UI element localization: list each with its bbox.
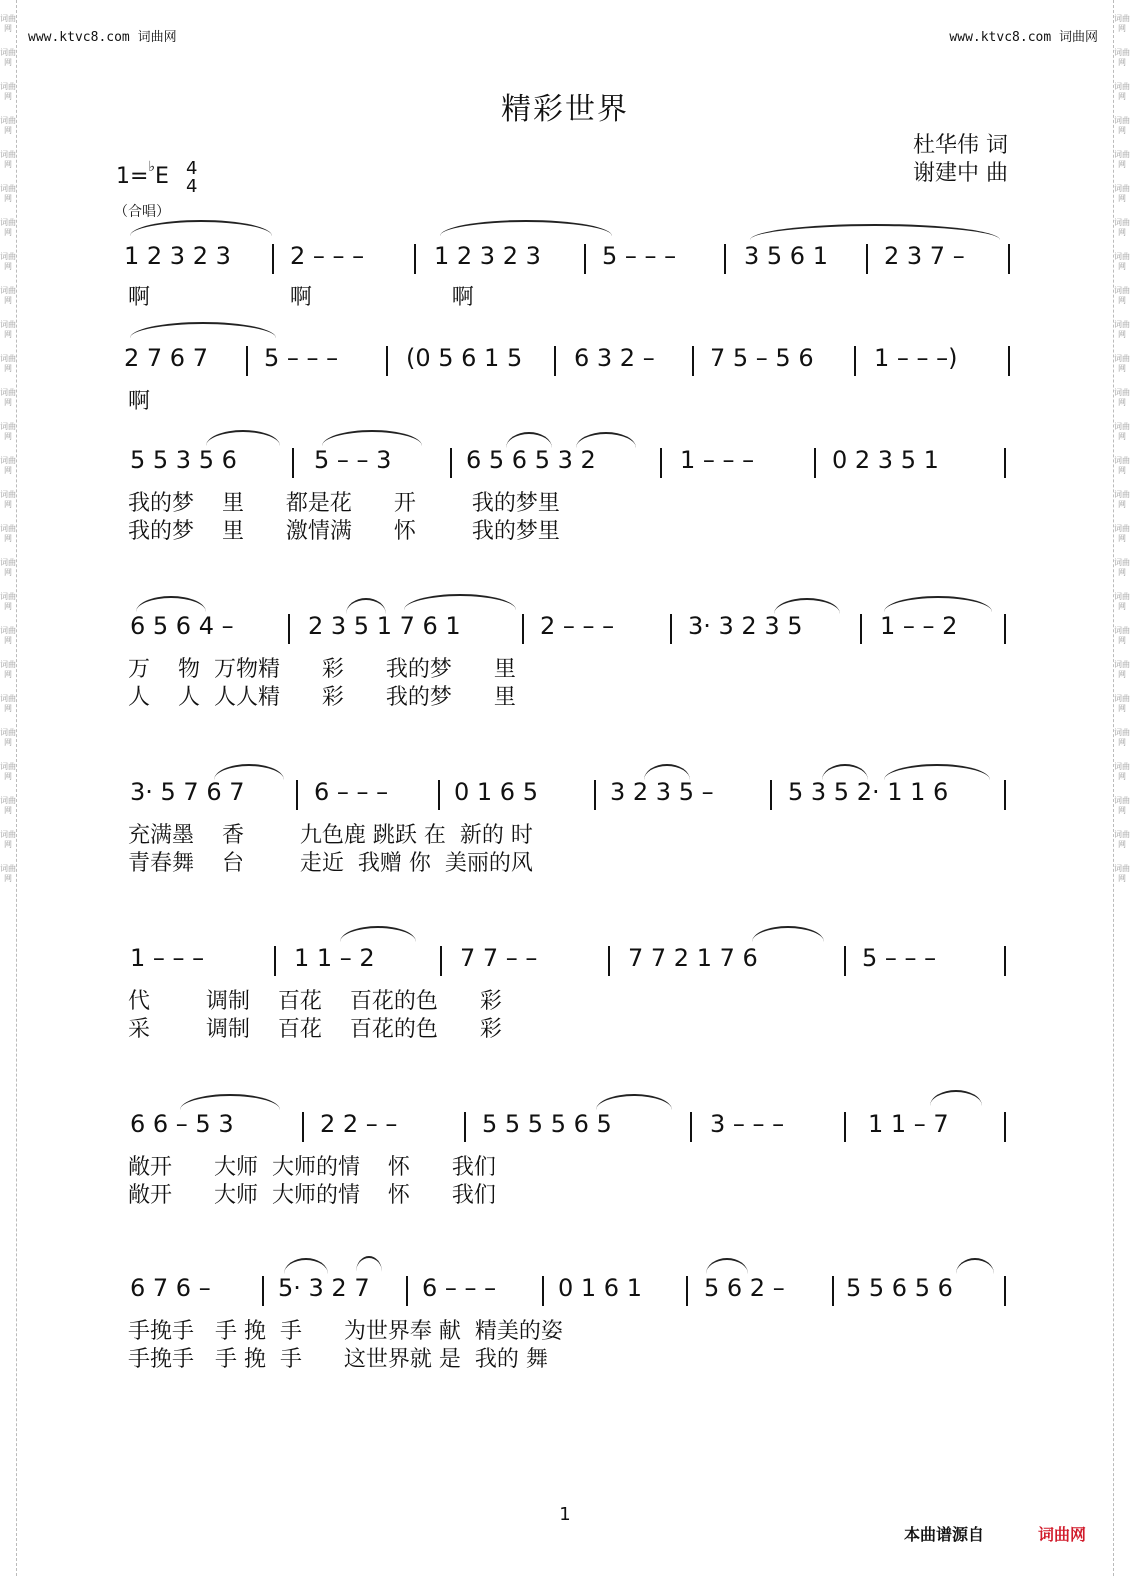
margin-watermark: 词曲网	[1114, 626, 1130, 645]
measure: 6 3 2 –	[574, 344, 655, 372]
chorus-label: （合唱）	[114, 204, 170, 220]
bar-line	[660, 448, 662, 478]
measure: 2 3 7 –	[884, 242, 965, 270]
bar-line	[814, 448, 816, 478]
bar-line	[608, 946, 610, 976]
slur	[130, 220, 272, 236]
bar-line	[844, 946, 846, 976]
margin-watermark: 词曲网	[0, 524, 16, 543]
slur	[956, 1258, 994, 1274]
key-note: E	[155, 164, 169, 189]
measure: 0 1 6 5	[454, 778, 538, 806]
margin-watermark: 词曲网	[0, 184, 16, 203]
bar-line	[1008, 244, 1010, 274]
measure: 1 1 – 2	[294, 944, 375, 972]
staff-row-5	[124, 774, 1014, 814]
measure: 3· 3 2 3 5	[688, 612, 803, 640]
lyric-line: 手挽手 手 挽 手 为世界奉 献 精美的姿	[128, 1319, 563, 1344]
bar-line	[686, 1276, 688, 1306]
margin-watermark: 词曲网	[1114, 728, 1130, 747]
margin-watermark: 词曲网	[1114, 82, 1130, 101]
lyric-line: 人 人 人人精 彩 我的梦 里	[128, 685, 516, 710]
measure: 1 – – –	[680, 446, 755, 474]
margin-watermark: 词曲网	[0, 218, 16, 237]
measure: 6 5 6 4 –	[130, 612, 234, 640]
margin-watermark: 词曲网	[0, 660, 16, 679]
measure: 2 2 – –	[320, 1110, 398, 1138]
measure: 1 – – 2	[880, 612, 958, 640]
margin-watermark: 词曲网	[1114, 796, 1130, 815]
measure: 6 – – –	[422, 1274, 497, 1302]
margin-watermark: 词曲网	[1114, 660, 1130, 679]
bar-line	[844, 1112, 846, 1142]
measure: 7 5 – 5 6	[710, 344, 814, 372]
measure: 5 – – 3	[314, 446, 392, 474]
measure: 2 7 6 7	[124, 344, 208, 372]
slur	[506, 432, 552, 448]
lyricist-credit: 杜华伟 词	[913, 133, 1008, 158]
measure: 3 – – –	[710, 1110, 785, 1138]
header-left-url[interactable]: www.ktvc8.com 词曲网	[28, 30, 177, 45]
margin-watermark: 词曲网	[1114, 286, 1130, 305]
margin-watermark: 词曲网	[0, 558, 16, 577]
bar-line	[296, 780, 298, 810]
slur	[884, 764, 990, 780]
bar-line	[832, 1276, 834, 1306]
lyric-line: 代 调制 百花 百花的色 彩	[128, 989, 502, 1014]
measure: 3 2 3 5 –	[610, 778, 714, 806]
measure: 6 – – –	[314, 778, 389, 806]
bar-line	[522, 614, 524, 644]
bar-line	[464, 1112, 466, 1142]
time-signature-bottom: 4	[186, 176, 198, 197]
bar-line	[274, 946, 276, 976]
slur	[346, 598, 386, 614]
margin-watermark: 词曲网	[0, 116, 16, 135]
measure: 3 5 6 1	[744, 242, 828, 270]
bar-line	[542, 1276, 544, 1306]
lyric-line: 敞开 大师 大师的情 怀 我们	[128, 1155, 496, 1180]
footer-source	[904, 1522, 1086, 1545]
slur	[340, 926, 416, 942]
bar-line	[860, 614, 862, 644]
left-margin-strip	[0, 0, 17, 1576]
bar-line	[584, 244, 586, 274]
measure: 1 2 3 2 3	[124, 242, 231, 270]
bar-line	[770, 780, 772, 810]
measure: 2 – – –	[290, 242, 365, 270]
measure: 1 1 – 7	[868, 1110, 949, 1138]
measure: 6 5 6 5 3 2	[466, 446, 596, 474]
margin-watermark: 词曲网	[0, 490, 16, 509]
slur	[822, 764, 868, 780]
measure: 5 – – –	[264, 344, 339, 372]
slur	[206, 430, 280, 446]
slur	[440, 220, 612, 236]
bar-line	[594, 780, 596, 810]
slur	[136, 596, 206, 612]
margin-watermark: 词曲网	[0, 762, 16, 781]
bar-line	[1004, 448, 1006, 478]
margin-watermark: 词曲网	[0, 626, 16, 645]
bar-line	[414, 244, 416, 274]
bar-line	[1004, 1276, 1006, 1306]
measure: 5 3 5 2· 1 1 6	[788, 778, 949, 806]
margin-watermark: 词曲网	[1114, 116, 1130, 135]
margin-watermark: 词曲网	[0, 388, 16, 407]
measure: 5 – – –	[862, 944, 937, 972]
margin-watermark: 词曲网	[0, 796, 16, 815]
measure: 1 – – –	[130, 944, 205, 972]
measure: 2 3 5 1 7 6 1	[308, 612, 461, 640]
margin-watermark: 词曲网	[1114, 218, 1130, 237]
song-title: 精彩世界	[501, 92, 629, 127]
margin-watermark: 词曲网	[1114, 354, 1130, 373]
margin-watermark: 词曲网	[0, 864, 16, 883]
footer-brand-link[interactable]: 词曲网	[1037, 1525, 1086, 1544]
margin-watermark: 词曲网	[0, 286, 16, 305]
measure: 6 6 – 5 3	[130, 1110, 234, 1138]
bar-line	[554, 346, 556, 376]
bar-line	[246, 346, 248, 376]
key-prefix: 1=	[116, 164, 149, 189]
slur	[284, 1258, 328, 1274]
margin-watermark: 词曲网	[0, 456, 16, 475]
bar-line	[288, 614, 290, 644]
measure: 3· 5 7 6 7	[130, 778, 245, 806]
bar-line	[670, 614, 672, 644]
measure: 5· 3 2 7	[278, 1274, 370, 1302]
measure: 0 1 6 1	[558, 1274, 642, 1302]
slur	[356, 1256, 382, 1272]
measure: 5 – – –	[602, 242, 677, 270]
margin-watermark: 词曲网	[1114, 830, 1130, 849]
measure: 1 2 3 2 3	[434, 242, 541, 270]
margin-watermark: 词曲网	[0, 150, 16, 169]
staff-row-8	[124, 1270, 1014, 1310]
bar-line	[1004, 946, 1006, 976]
flat-icon: ♭	[148, 159, 156, 175]
bar-line	[690, 1112, 692, 1142]
staff-row-7	[124, 1106, 1014, 1146]
margin-watermark: 词曲网	[0, 14, 16, 33]
margin-watermark: 词曲网	[0, 354, 16, 373]
measure: 5 5 3 5 6	[130, 446, 237, 474]
measure: 5 6 2 –	[704, 1274, 785, 1302]
bar-line	[292, 448, 294, 478]
key-signature	[116, 159, 169, 189]
margin-watermark: 词曲网	[1114, 864, 1130, 883]
slur	[930, 1090, 982, 1106]
bar-line	[692, 346, 694, 376]
margin-watermark: 词曲网	[1114, 456, 1130, 475]
slur	[404, 594, 516, 610]
margin-watermark: 词曲网	[1114, 490, 1130, 509]
slur	[130, 322, 276, 338]
lyric-line: 啊 啊 啊	[128, 285, 474, 310]
lyric-line: 手挽手 手 挽 手 这世界就 是 我的 舞	[128, 1347, 548, 1372]
margin-watermark: 词曲网	[0, 592, 16, 611]
margin-watermark: 词曲网	[0, 728, 16, 747]
bar-line	[866, 244, 868, 274]
slur	[750, 224, 1000, 240]
margin-watermark: 词曲网	[1114, 558, 1130, 577]
slur	[214, 764, 284, 780]
margin-watermark: 词曲网	[1114, 252, 1130, 271]
bar-line	[440, 946, 442, 976]
slur	[752, 926, 824, 942]
measure: (0 5 6 1 5	[406, 344, 523, 372]
lyric-line: 采 调制 百花 百花的色 彩	[128, 1017, 502, 1042]
staff-row-6	[124, 940, 1014, 980]
measure: 5 5 6 5 6	[846, 1274, 953, 1302]
slur	[884, 596, 992, 612]
margin-watermark: 词曲网	[1114, 150, 1130, 169]
margin-watermark: 词曲网	[1114, 524, 1130, 543]
bar-line	[854, 346, 856, 376]
margin-watermark: 词曲网	[0, 252, 16, 271]
bar-line	[450, 448, 452, 478]
lyric-line: 我的梦 里 都是花 开 我的梦里	[128, 491, 560, 516]
margin-watermark: 词曲网	[0, 694, 16, 713]
footer-source-label: 本曲谱源自	[903, 1525, 984, 1544]
lyric-line: 青春舞 台 走近 我赠 你 美丽的风	[128, 851, 533, 876]
staff-row-4	[124, 608, 1014, 648]
measure: 2 – – –	[540, 612, 615, 640]
bar-line	[386, 346, 388, 376]
measure: 5 5 5 5 6 5	[482, 1110, 612, 1138]
bar-line	[1008, 346, 1010, 376]
time-signature-top: 4	[186, 158, 198, 179]
lyric-line: 充满墨 香 九色鹿 跳跃 在 新的 时	[128, 823, 533, 848]
lyric-line: 啊	[128, 389, 151, 414]
margin-watermark: 词曲网	[1114, 48, 1130, 67]
slur	[576, 432, 636, 448]
slur	[596, 1094, 672, 1110]
margin-watermark: 词曲网	[0, 82, 16, 101]
margin-watermark: 词曲网	[1114, 592, 1130, 611]
lyric-line: 万 物 万物精 彩 我的梦 里	[128, 657, 516, 682]
margin-watermark: 词曲网	[1114, 762, 1130, 781]
margin-watermark: 词曲网	[0, 830, 16, 849]
bar-line	[302, 1112, 304, 1142]
bar-line	[724, 244, 726, 274]
staff-row-1	[124, 238, 1014, 278]
margin-watermark: 词曲网	[1114, 388, 1130, 407]
margin-watermark: 词曲网	[1114, 320, 1130, 339]
lyric-line: 我的梦 里 激情满 怀 我的梦里	[128, 519, 560, 544]
staff-row-3	[124, 442, 1014, 482]
slur	[774, 598, 840, 614]
margin-watermark: 词曲网	[0, 48, 16, 67]
page-number: 1	[559, 1504, 571, 1525]
bar-line	[1004, 614, 1006, 644]
bar-line	[1004, 780, 1006, 810]
margin-watermark: 词曲网	[1114, 14, 1130, 33]
slur	[644, 764, 690, 780]
slur	[322, 430, 422, 446]
margin-watermark: 词曲网	[1114, 184, 1130, 203]
bar-line	[272, 244, 274, 274]
header-right-url[interactable]: www.ktvc8.com 词曲网	[949, 30, 1098, 45]
bar-line	[438, 780, 440, 810]
measure: 7 7 2 1 7 6	[628, 944, 758, 972]
right-margin-strip	[1113, 0, 1130, 1576]
time-signature	[186, 160, 197, 196]
margin-watermark: 词曲网	[0, 320, 16, 339]
measure: 7 7 – –	[460, 944, 538, 972]
measure: 1 – – –)	[874, 344, 958, 372]
measure: 0 2 3 5 1	[832, 446, 939, 474]
slur	[706, 1258, 748, 1274]
measure: 6 7 6 –	[130, 1274, 211, 1302]
bar-line	[262, 1276, 264, 1306]
margin-watermark: 词曲网	[1114, 422, 1130, 441]
bar-line	[1004, 1112, 1006, 1142]
margin-watermark: 词曲网	[0, 422, 16, 441]
slur	[180, 1094, 280, 1110]
bar-line	[406, 1276, 408, 1306]
lyric-line: 敞开 大师 大师的情 怀 我们	[128, 1183, 496, 1208]
composer-credit: 谢建中 曲	[913, 161, 1008, 186]
margin-watermark: 词曲网	[1114, 694, 1130, 713]
staff-row-2	[124, 340, 1014, 380]
